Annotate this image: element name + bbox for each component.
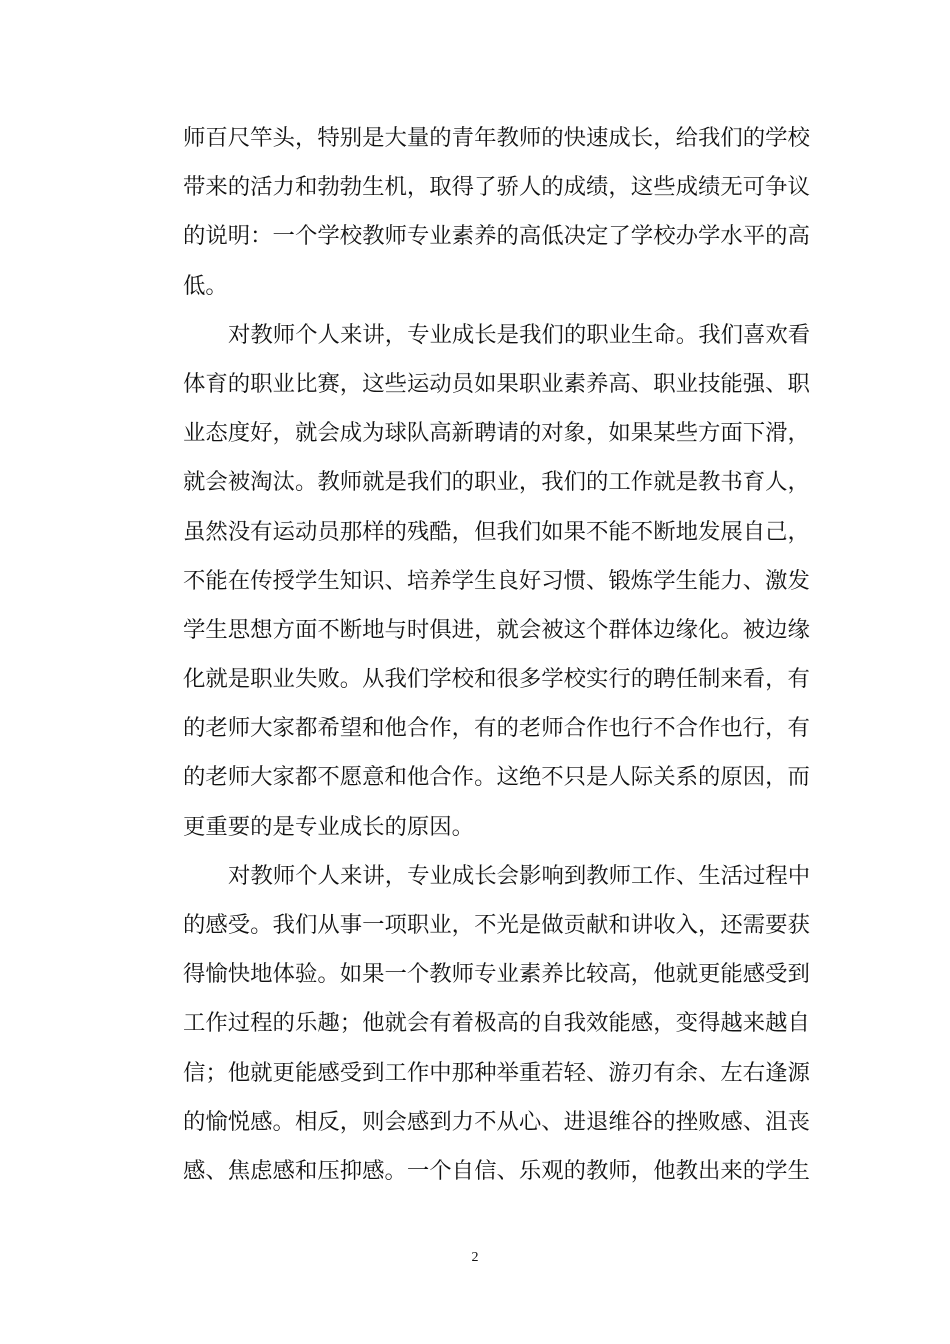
text-line: 的老师大家都希望和他合作，有的老师合作也行不合作也行，有 [183,715,810,742]
text-line: 的老师大家都不愿意和他合作。这绝不只是人际关系的原因，而 [183,764,810,791]
text-line: 化就是职业失败。从我们学校和很多学校实行的聘任制来看，有 [183,666,810,693]
text-line: 得愉快地体验。如果一个教师专业素养比较高，他就更能感受到 [183,961,810,988]
text-line: 不能在传授学生知识、培养学生良好习惯、锻炼学生能力、激发 [183,567,810,594]
text-line: 体育的职业比赛，这些运动员如果职业素养高、职业技能强、职 [183,370,810,397]
text-line: 的感受。我们从事一项职业，不光是做贡献和讲收入，还需要获 [183,912,810,938]
text-line: 的愉悦感。相反，则会感到力不从心、进退维谷的挫败感、沮丧 [183,1108,810,1135]
text-line: 信；他就更能感受到工作中那种举重若轻、游刃有余、左右逢源 [183,1059,810,1086]
text-line: 感、焦虑感和压抑感。一个自信、乐观的教师，他教出来的学生 [183,1157,810,1184]
paragraph-first-line: 对教师个人来讲，专业成长会影响到教师工作、生活过程中 [228,862,811,889]
text-line: 就会被淘汰。教师就是我们的职业，我们的工作就是教书育人， [183,469,810,496]
text-line: 的说明：一个学校教师专业素养的高低决定了学校办学水平的高 [183,223,810,250]
text-line: 虽然没有运动员那样的残酷，但我们如果不能不断地发展自己， [183,518,810,545]
paragraph-first-line: 对教师个人来讲，专业成长是我们的职业生命。我们喜欢看 [228,321,811,348]
text-line: 学生思想方面不断地与时俱进，就会被这个群体边缘化。被边缘 [183,616,810,643]
text-line: 师百尺竿头，特别是大量的青年教师的快速成长，给我们的学校 [183,125,810,151]
page-number: 2 [471,1250,479,1265]
text-line: 业态度好，就会成为球队高新聘请的对象，如果某些方面下滑， [183,420,810,447]
text-line: 更重要的是专业成长的原因。 [183,813,475,840]
body-text [183,114,811,1196]
text-line: 低。 [183,272,228,299]
text-line: 工作过程的乐趣；他就会有着极高的自我效能感，变得越来越自 [183,1010,810,1037]
text-line: 带来的活力和勃勃生机，取得了骄人的成绩，这些成绩无可争议 [183,174,810,201]
